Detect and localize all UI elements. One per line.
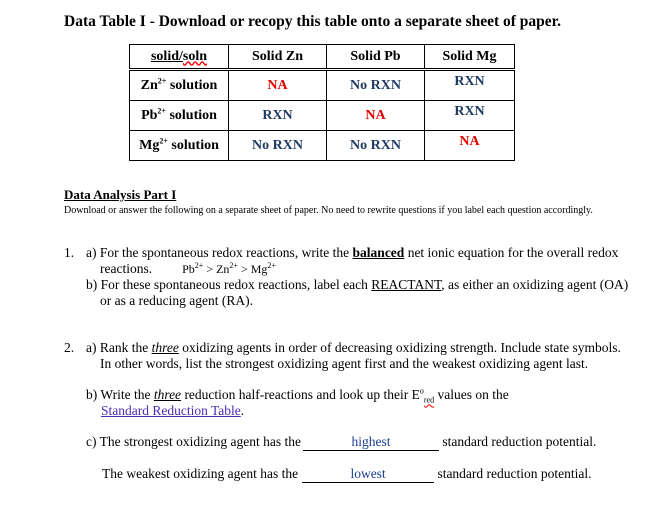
row-suffix: solution [166,77,218,93]
q2d-line [102,466,592,483]
series-mg: > Mg [237,262,268,276]
q2c-text: c) The strongest oxidizing agent has the [86,434,301,449]
q2b-three: three [153,387,182,402]
row-suffix: solution [165,107,217,123]
q2a-line2: In other words, list the strongest oxidizing agent first and the weakest oxidizing agent last. [100,356,589,371]
cell-pb-mg: RXN [425,101,515,131]
q1a-line1 [86,245,618,261]
cell-zn-zn: NA [229,70,327,101]
cell-pb-pb: NA [327,101,425,131]
q1b-line1 [86,277,628,293]
row-label-mg [130,131,229,161]
activity-series [182,262,276,276]
row-label-pb [130,101,229,131]
header-solid-soln [130,45,229,70]
cell-zn-mg: RXN [425,70,515,101]
series-charge: 2+ [229,261,238,270]
lowest-blank[interactable]: lowest [302,466,434,483]
series-charge: 2+ [267,261,276,270]
q1b-text: b) For these spontaneous redox reactions, label each [86,277,372,292]
data-table [129,44,515,161]
q2b-period: . [240,403,245,418]
q2a-three: three [151,340,179,355]
series-pb: Pb [182,262,195,276]
q2c-text-end: standard reduction potential. [442,434,597,449]
q2b-line1 [86,387,509,403]
section-heading: Data Analysis Part I [64,187,177,202]
q2b-text-mid: reduction half-reactions and look up their [181,387,412,402]
ion-symbol: Mg [139,137,160,153]
question-number: 1. [64,245,75,260]
row-suffix: solution [167,137,219,153]
q2c-line [86,434,596,451]
header-solid-mg: Solid Mg [425,45,515,70]
page-title: Data Table I - Download or recopy this table onto a separate sheet of paper. [64,13,562,30]
ion-charge: 2+ [157,75,167,85]
cell-pb-zn: RXN [229,101,327,131]
q2b-text-end: values on the [434,387,509,402]
q2b-line2 [101,403,244,419]
ion-symbol: Pb [141,107,158,123]
q2a-text: a) Rank the [86,340,152,355]
cell-mg-zn: No RXN [229,131,327,161]
cell-mg-mg: NA [425,131,515,161]
series-zn: > Zn [203,262,230,276]
q1b-text-end: , as either an oxidizing agent (OA) [441,277,629,292]
q1b-line2: or as a reducing agent (RA). [100,293,253,308]
q1a-text-end: net ionic equation for the overall redox [404,245,619,260]
table-row [130,101,515,131]
row-label-zn [130,70,229,101]
question-number: 2. [64,340,75,355]
q2d-text: The weakest oxidizing agent has the [102,466,299,481]
q1a-text: a) For the spontaneous redox reactions, write the [86,245,353,260]
ion-charge: 2+ [157,105,166,115]
table-row [130,131,515,161]
e-red-symbol [411,386,435,405]
cell-zn-pb: No RXN [327,70,425,101]
table-row [130,70,515,101]
q1a-line2 [100,261,276,277]
header-solution-label: solid/soln [150,48,208,64]
e-red: red [423,395,435,405]
ion-symbol: Zn [140,77,158,93]
table-header-row [130,45,515,70]
q1a-reactions: reactions. [100,261,153,276]
highest-blank[interactable]: highest [303,434,439,451]
section-note: Download or answer the following on a separate sheet of paper. No need to rewrite questions if you label each question accordingly. [64,205,593,216]
q2a-line1 [86,340,621,356]
q2b-text: b) Write the [86,387,154,402]
header-solid-pb: Solid Pb [327,45,425,70]
q2d-text-end: standard reduction potential. [437,466,592,481]
ion-charge: 2+ [159,135,168,145]
e-symbol: E [411,387,420,402]
cell-mg-pb: No RXN [327,131,425,161]
standard-reduction-table-link[interactable]: Standard Reduction Table [101,403,241,418]
series-charge: 2+ [194,261,204,270]
q2a-text-end: oxidizing agents in order of decreasing oxidizing strength. Include state symbols. [178,340,621,355]
q1b-reactant: REACTANT [371,277,442,292]
header-solid-zn: Solid Zn [229,45,327,70]
e-degree: o [419,386,424,396]
q1a-balanced: balanced [352,245,405,260]
